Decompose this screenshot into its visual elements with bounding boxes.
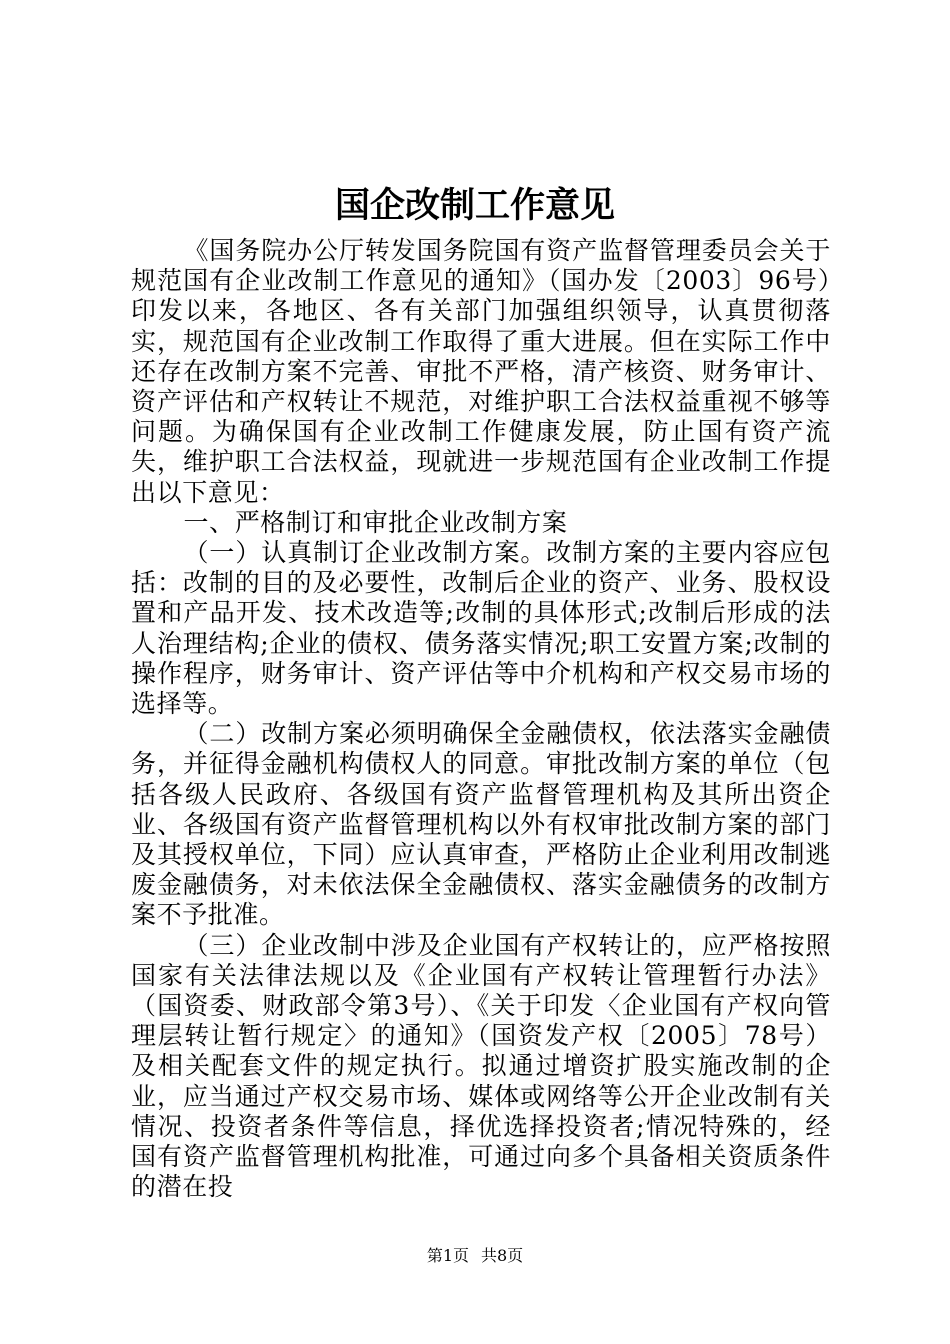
paragraph-item-1: （一）认真制订企业改制方案。改制方案的主要内容应包括：改制的目的及必要性，改制后企业的资产、业务、股权设置和产品开发、技术改造等;改制的具体形式;改制后形成的法人治理结构;企业的债权、债务落实情况;职工安置方案;改制的操作程序，财务审计、资产评估等中介机构和产权交易市场的选择等。: [131, 538, 831, 719]
paragraph-intro: 《国务院办公厅转发国务院国有资产监督管理委员会关于规范国有企业改制工作意见的通知》（国办发〔2003〕96号）印发以来，各地区、各有关部门加强组织领导，认真贯彻落实，规范国有企业改制工作取得了重大进展。但在实际工作中还存在改制方案不完善、审批不严格，清产核资、财务审计、资产评估和产权转让不规范，对维护职工合法权益重视不够等问题。为确保国有企业改制工作健康发展，防止国有资产流失，维护职工合法权益，现就进一步规范国有企业改制工作提出以下意见：: [131, 236, 831, 507]
section-heading: 一、严格制订和审批企业改制方案: [183, 507, 568, 537]
paragraph-item-2: （二）改制方案必须明确保全金融债权，依法落实金融债务，并征得金融机构债权人的同意。审批改制方案的单位（包括各级人民政府、各级国有资产监督管理机构及其所出资企业、各级国有资产监督管理机构以外有权审批改制方案的部门及其授权单位，下同）应认真审查，严格防止企业利用改制逃废金融债务，对未依法保全金融债权、落实金融债务的改制方案不予批准。: [131, 719, 831, 930]
page-total: 共8页: [481, 1246, 524, 1265]
document-title: 国企改制工作意见: [334, 185, 615, 226]
document-body: [131, 236, 831, 1203]
page-number: 第1页: [426, 1246, 469, 1265]
paragraph-item-3: （三）企业改制中涉及企业国有产权转让的，应严格按照国家有关法律法规以及《企业国有产权转让管理暂行办法》（国资委、财政部令第3号）、《关于印发〈企业国有产权向管理层转让暂行规定〉的通知》（国资发产权〔2005〕78号）及相关配套文件的规定执行。拟通过增资扩股实施改制的企业，应当通过产权交易市场、媒体或网络等公开企业改制有关情况、投资者条件等信息，择优选择投资者;情况特殊的，经国有资产监督管理机构批准，可通过向多个具备相关资质条件的潜在投: [131, 930, 831, 1202]
page-footer: [0, 1246, 950, 1266]
